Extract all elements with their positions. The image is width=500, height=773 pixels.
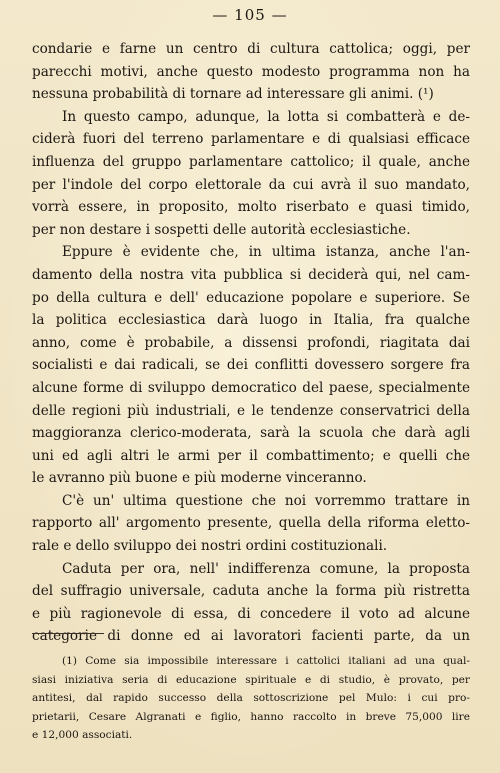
text-line: ciderà fuori del terreno parlamentare e di qualsiasi efficace (32, 131, 470, 148)
text-line: parecchi motivi, anche questo modesto programma non ha (32, 63, 470, 80)
text-line: influenza del gruppo parlamentare cattolico; il quale, anche (32, 153, 470, 170)
footnote-line: (1) Come sia impossibile interessare i cattolici italiani ad una qual- (62, 655, 470, 667)
text-line: per l'indole del corpo elettorale da cui avrà il suo mandato, (32, 176, 470, 193)
text-line: damento della nostra vita pubblica si deciderà qui, nel cam- (32, 266, 470, 283)
text-line: nessuna probabilità di tornare ad interessare gli animi. (¹) (32, 86, 434, 103)
text-line: categorie di donne ed ai lavoratori facienti parte, da un (32, 628, 470, 645)
text-line: Caduta per ora, nell' indifferenza comune, la proposta (62, 560, 470, 577)
text-line: Eppure è evidente che, in ultima istanza, anche l'an- (62, 244, 470, 261)
footnote-line: prietarii, Cesare Algranati e figlio, hanno raccolto in breve 75,000 lire (32, 710, 470, 723)
text-line: socialisti e dai radicali, se dei conflitti dovessero sorgere fra (32, 357, 470, 374)
footnote-line: antitesi, dal rapido successo della sottoscrizione pel Mulo: i cui pro- (32, 692, 470, 704)
text-line: maggioranza clerico-moderata, sarà la scuola che darà agli (32, 425, 470, 442)
text-line: vorrà essere, in proposito, molto riserbato e quasi timido, (32, 199, 470, 216)
text-line: le avranno più buone e più moderne vinceranno. (32, 470, 367, 487)
text-line: anno, come è probabile, a dissensi profondi, riagitata dai (32, 334, 470, 351)
page-number-header: — 105 — (212, 6, 288, 24)
text-line: po della cultura e dell' educazione popolare e superiore. Se (32, 289, 470, 306)
text-line: C'è un' ultima questione che noi vorremmo trattare in (62, 492, 470, 509)
footnote-line: e 12,000 associati. (32, 729, 133, 741)
text-line: rapporto all' argomento presente, quella della riforma eletto- (32, 515, 470, 532)
footnote (32, 652, 470, 745)
text-line: alcune forme di sviluppo democratico del paese, specialmente (32, 379, 470, 396)
text-line: delle regioni più industriali, e le tendenze conservatrici della (32, 402, 470, 419)
text-line: e più ragionevole di essa, di concedere il voto ad alcune (32, 605, 470, 622)
text-line: rale e dello sviluppo dei nostri ordini costituzionali. (32, 538, 388, 555)
footnote-line: siasi iniziativa seria di educazione spirituale e di studio, è provato, per (32, 673, 470, 686)
text-line: In questo campo, adunque, la lotta si combatterà e de- (62, 108, 470, 125)
main-text (32, 38, 470, 648)
footnote-divider (32, 633, 104, 634)
text-line: uni ed agli altri le armi per il combattimento; e quelli che (32, 447, 470, 464)
text-line: per non destare i sospetti delle autorità ecclesiastiche. (32, 221, 411, 238)
text-line: condarie e farne un centro di cultura cattolica; oggi, per (32, 41, 470, 57)
text-line: del suffragio universale, caduta anche la forma più ristretta (32, 583, 470, 600)
text-line: la politica ecclesiastica darà luogo in Italia, fra qualche (32, 312, 470, 329)
